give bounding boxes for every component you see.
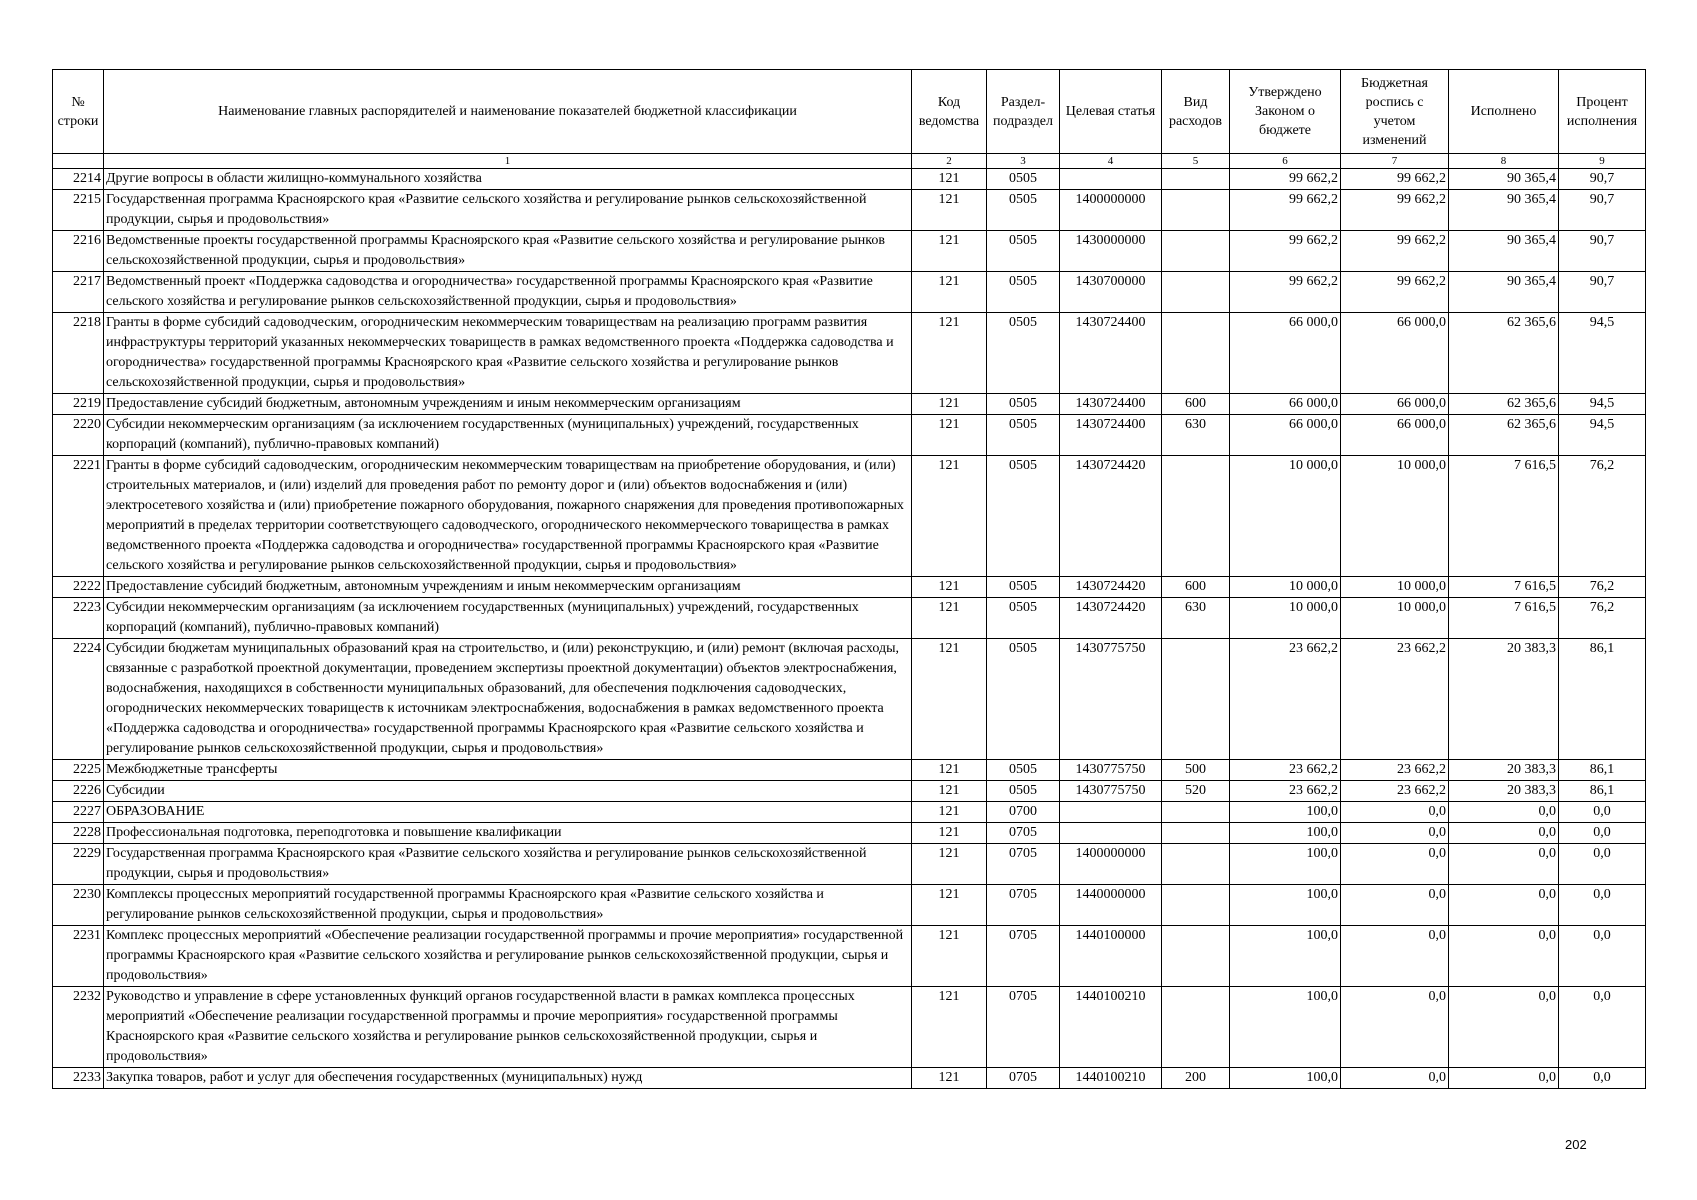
dept-code-cell: 121 (912, 169, 987, 190)
target-cell: 1400000000 (1060, 844, 1162, 885)
row-name-cell: Закупка товаров, работ и услуг для обеспечения государственных (муниципальных) нужд (104, 1068, 912, 1089)
row-number-cell: 2227 (53, 802, 104, 823)
budget-schedule-cell: 10 000,0 (1341, 456, 1449, 577)
budget-schedule-cell: 0,0 (1341, 926, 1449, 987)
budget-schedule-cell: 99 662,2 (1341, 190, 1449, 231)
target-cell: 1430724400 (1060, 313, 1162, 394)
header-budget-schedule: Бюджетная роспись с учетом изменений (1341, 70, 1449, 154)
executed-cell: 0,0 (1449, 1068, 1559, 1089)
target-cell: 1440100210 (1060, 987, 1162, 1068)
row-number-cell: 2228 (53, 823, 104, 844)
header-section: Раздел-подраздел (987, 70, 1060, 154)
row-name-cell: Профессиональная подготовка, переподготовка и повышение квалификации (104, 823, 912, 844)
target-cell: 1430724400 (1060, 394, 1162, 415)
executed-cell: 0,0 (1449, 802, 1559, 823)
section-cell: 0505 (987, 598, 1060, 639)
table-row (53, 844, 1646, 885)
dept-code-cell: 121 (912, 781, 987, 802)
table-row (53, 190, 1646, 231)
row-number-cell: 2216 (53, 231, 104, 272)
row-name-cell: Гранты в форме субсидий садоводческим, огородническим некоммерческим товариществам на приобретение оборудования, и (или) строительных материалов, и (или) изделий для проведения работ по ремонту дорог и (или) объектов водоснабжения и (или) электросетевого хозяйства и (или) приобретение пожарного оборудования, пожарного снаряжения для проведения противопожарных мероприятий в пределах территории соответствующего садоводческого, огороднического некоммерческого товарищества в рамках ведомственного проекта «Поддержка садоводства и огородничества» государственной программы Красноярского края «Развитие сельского хозяйства и регулирование рынков сельскохозяйственной продукции, сырья и продовольствия» (104, 456, 912, 577)
section-cell: 0705 (987, 844, 1060, 885)
table-row (53, 231, 1646, 272)
budget-schedule-cell: 0,0 (1341, 802, 1449, 823)
dept-code-cell: 121 (912, 885, 987, 926)
budget-schedule-cell: 23 662,2 (1341, 781, 1449, 802)
header-number: 1 (104, 154, 912, 169)
header-number: 9 (1559, 154, 1646, 169)
target-cell: 1430724420 (1060, 456, 1162, 577)
row-name-cell: Комплекс процессных мероприятий «Обеспечение реализации государственной программы и прочие мероприятия» государственной программы Красноярского края «Развитие сельского хозяйства и регулирование рынков сельскохозяйственной продукции, сырья и продовольствия» (104, 926, 912, 987)
section-cell: 0505 (987, 760, 1060, 781)
expense-type-cell (1162, 885, 1230, 926)
expense-type-cell (1162, 844, 1230, 885)
row-number-cell: 2215 (53, 190, 104, 231)
table-row (53, 577, 1646, 598)
budget-schedule-cell: 0,0 (1341, 823, 1449, 844)
approved-cell: 100,0 (1230, 823, 1341, 844)
target-cell: 1430700000 (1060, 272, 1162, 313)
executed-cell: 90 365,4 (1449, 231, 1559, 272)
target-cell (1060, 802, 1162, 823)
expense-type-cell (1162, 190, 1230, 231)
approved-cell: 100,0 (1230, 844, 1341, 885)
dept-code-cell: 121 (912, 394, 987, 415)
table-row (53, 272, 1646, 313)
header-executed: Исполнено (1449, 70, 1559, 154)
table-row (53, 987, 1646, 1068)
dept-code-cell: 121 (912, 926, 987, 987)
table-header (53, 70, 1646, 169)
executed-cell: 7 616,5 (1449, 577, 1559, 598)
header-number (53, 154, 104, 169)
row-number-cell: 2220 (53, 415, 104, 456)
budget-schedule-cell: 0,0 (1341, 987, 1449, 1068)
percent-cell: 90,7 (1559, 231, 1646, 272)
executed-cell: 20 383,3 (1449, 781, 1559, 802)
expense-type-cell (1162, 987, 1230, 1068)
approved-cell: 100,0 (1230, 926, 1341, 987)
percent-cell: 0,0 (1559, 844, 1646, 885)
expense-type-cell (1162, 169, 1230, 190)
approved-cell: 100,0 (1230, 885, 1341, 926)
dept-code-cell: 121 (912, 415, 987, 456)
target-cell: 1430775750 (1060, 639, 1162, 760)
dept-code-cell: 121 (912, 1068, 987, 1089)
section-cell: 0505 (987, 190, 1060, 231)
expense-type-cell (1162, 639, 1230, 760)
executed-cell: 90 365,4 (1449, 169, 1559, 190)
row-number-cell: 2233 (53, 1068, 104, 1089)
row-name-cell: Ведомственные проекты государственной программы Красноярского края «Развитие сельского хозяйства и регулирование рынков сельскохозяйственной продукции, сырья и продовольствия» (104, 231, 912, 272)
target-cell: 1430775750 (1060, 781, 1162, 802)
approved-cell: 66 000,0 (1230, 415, 1341, 456)
dept-code-cell: 121 (912, 760, 987, 781)
dept-code-cell: 121 (912, 577, 987, 598)
expense-type-cell: 600 (1162, 394, 1230, 415)
row-name-cell: Предоставление субсидий бюджетным, автономным учреждениям и иным некоммерческим организациям (104, 394, 912, 415)
table-row (53, 598, 1646, 639)
percent-cell: 0,0 (1559, 802, 1646, 823)
budget-schedule-cell: 66 000,0 (1341, 313, 1449, 394)
executed-cell: 20 383,3 (1449, 760, 1559, 781)
row-number-cell: 2226 (53, 781, 104, 802)
budget-schedule-cell: 10 000,0 (1341, 598, 1449, 639)
section-cell: 0705 (987, 823, 1060, 844)
section-cell: 0705 (987, 885, 1060, 926)
row-name-cell: Предоставление субсидий бюджетным, автономным учреждениям и иным некоммерческим организациям (104, 577, 912, 598)
executed-cell: 0,0 (1449, 844, 1559, 885)
budget-schedule-cell: 99 662,2 (1341, 231, 1449, 272)
section-cell: 0505 (987, 781, 1060, 802)
row-number-cell: 2231 (53, 926, 104, 987)
budget-schedule-cell: 0,0 (1341, 844, 1449, 885)
header-number: 7 (1341, 154, 1449, 169)
expense-type-cell (1162, 231, 1230, 272)
target-cell: 1440100000 (1060, 926, 1162, 987)
header-approved: Утверждено Законом о бюджете (1230, 70, 1341, 154)
percent-cell: 0,0 (1559, 1068, 1646, 1089)
expense-type-cell: 630 (1162, 415, 1230, 456)
dept-code-cell: 121 (912, 987, 987, 1068)
budget-schedule-cell: 66 000,0 (1341, 394, 1449, 415)
header-percent: Процент исполнения (1559, 70, 1646, 154)
row-name-cell: Государственная программа Красноярского края «Развитие сельского хозяйства и регулирование рынков сельскохозяйственной продукции, сырья и продовольствия» (104, 844, 912, 885)
percent-cell: 86,1 (1559, 781, 1646, 802)
expense-type-cell (1162, 272, 1230, 313)
approved-cell: 23 662,2 (1230, 760, 1341, 781)
header-number: 3 (987, 154, 1060, 169)
table-body (53, 169, 1646, 1089)
table-row (53, 415, 1646, 456)
executed-cell: 0,0 (1449, 885, 1559, 926)
expense-type-cell (1162, 313, 1230, 394)
section-cell: 0505 (987, 456, 1060, 577)
row-number-cell: 2214 (53, 169, 104, 190)
percent-cell: 94,5 (1559, 313, 1646, 394)
table-row (53, 169, 1646, 190)
executed-cell: 62 365,6 (1449, 394, 1559, 415)
executed-cell: 0,0 (1449, 987, 1559, 1068)
header-number: 6 (1230, 154, 1341, 169)
dept-code-cell: 121 (912, 231, 987, 272)
executed-cell: 0,0 (1449, 926, 1559, 987)
row-number-cell: 2221 (53, 456, 104, 577)
approved-cell: 66 000,0 (1230, 313, 1341, 394)
budget-schedule-cell: 99 662,2 (1341, 169, 1449, 190)
approved-cell: 100,0 (1230, 987, 1341, 1068)
dept-code-cell: 121 (912, 823, 987, 844)
executed-cell: 62 365,6 (1449, 415, 1559, 456)
percent-cell: 0,0 (1559, 885, 1646, 926)
header-target: Целевая статья (1060, 70, 1162, 154)
approved-cell: 99 662,2 (1230, 272, 1341, 313)
target-cell: 1430775750 (1060, 760, 1162, 781)
percent-cell: 76,2 (1559, 598, 1646, 639)
section-cell: 0700 (987, 802, 1060, 823)
header-number: 8 (1449, 154, 1559, 169)
expense-type-cell: 630 (1162, 598, 1230, 639)
target-cell (1060, 823, 1162, 844)
row-name-cell: Руководство и управление в сфере установленных функций органов государственной власти в рамках комплекса процессных мероприятий «Обеспечение реализации государственной программы и прочие мероприятия» государственной программы Красноярского края «Развитие сельского хозяйства и регулирование рынков сельскохозяйственной продукции, сырья и продовольствия» (104, 987, 912, 1068)
dept-code-cell: 121 (912, 598, 987, 639)
section-cell: 0505 (987, 394, 1060, 415)
percent-cell: 76,2 (1559, 577, 1646, 598)
row-name-cell: Субсидии некоммерческим организациям (за исключением государственных (муниципальных) учреждений, государственных корпораций (компаний), публично-правовых компаний) (104, 415, 912, 456)
row-number-cell: 2222 (53, 577, 104, 598)
table-row (53, 394, 1646, 415)
expense-type-cell (1162, 926, 1230, 987)
row-number-cell: 2225 (53, 760, 104, 781)
header-expense-type: Вид расходов (1162, 70, 1230, 154)
header-row-number: № строки (53, 70, 104, 154)
row-name-cell: Субсидии некоммерческим организациям (за исключением государственных (муниципальных) учреждений, государственных корпораций (компаний), публично-правовых компаний) (104, 598, 912, 639)
section-cell: 0705 (987, 987, 1060, 1068)
percent-cell: 90,7 (1559, 272, 1646, 313)
row-number-cell: 2229 (53, 844, 104, 885)
expense-type-cell: 200 (1162, 1068, 1230, 1089)
row-name-cell: ОБРАЗОВАНИЕ (104, 802, 912, 823)
approved-cell: 10 000,0 (1230, 577, 1341, 598)
executed-cell: 7 616,5 (1449, 456, 1559, 577)
budget-table (52, 69, 1646, 1089)
expense-type-cell: 600 (1162, 577, 1230, 598)
expense-type-cell: 520 (1162, 781, 1230, 802)
dept-code-cell: 121 (912, 313, 987, 394)
percent-cell: 94,5 (1559, 394, 1646, 415)
table-row (53, 885, 1646, 926)
target-cell: 1400000000 (1060, 190, 1162, 231)
approved-cell: 100,0 (1230, 802, 1341, 823)
approved-cell: 99 662,2 (1230, 169, 1341, 190)
target-cell (1060, 169, 1162, 190)
budget-schedule-cell: 66 000,0 (1341, 415, 1449, 456)
row-number-cell: 2224 (53, 639, 104, 760)
budget-schedule-cell: 0,0 (1341, 885, 1449, 926)
row-name-cell: Другие вопросы в области жилищно-коммунального хозяйства (104, 169, 912, 190)
header-name: Наименование главных распорядителей и наименование показателей бюджетной классификации (104, 70, 912, 154)
target-cell: 1440000000 (1060, 885, 1162, 926)
section-cell: 0505 (987, 639, 1060, 760)
dept-code-cell: 121 (912, 190, 987, 231)
row-name-cell: Государственная программа Красноярского края «Развитие сельского хозяйства и регулирование рынков сельскохозяйственной продукции, сырья и продовольствия» (104, 190, 912, 231)
executed-cell: 0,0 (1449, 823, 1559, 844)
table-row (53, 781, 1646, 802)
target-cell: 1430724420 (1060, 598, 1162, 639)
row-name-cell: Комплексы процессных мероприятий государственной программы Красноярского края «Развитие сельского хозяйства и регулирование рынков сельскохозяйственной продукции, сырья и продовольствия» (104, 885, 912, 926)
budget-schedule-cell: 23 662,2 (1341, 639, 1449, 760)
executed-cell: 90 365,4 (1449, 272, 1559, 313)
table-row (53, 760, 1646, 781)
row-name-cell: Ведомственный проект «Поддержка садоводства и огородничества» государственной программы Красноярского края «Развитие сельского хозяйства и регулирование рынков сельскохозяйственной продукции, сырья и продовольствия» (104, 272, 912, 313)
row-number-cell: 2223 (53, 598, 104, 639)
table-row (53, 926, 1646, 987)
percent-cell: 0,0 (1559, 823, 1646, 844)
header-number: 4 (1060, 154, 1162, 169)
page-number: 202 (1565, 1137, 1587, 1152)
executed-cell: 90 365,4 (1449, 190, 1559, 231)
table-row (53, 802, 1646, 823)
approved-cell: 66 000,0 (1230, 394, 1341, 415)
section-cell: 0705 (987, 926, 1060, 987)
header-number: 2 (912, 154, 987, 169)
target-cell: 1430724420 (1060, 577, 1162, 598)
target-cell: 1440100210 (1060, 1068, 1162, 1089)
budget-schedule-cell: 23 662,2 (1341, 760, 1449, 781)
budget-schedule-cell: 0,0 (1341, 1068, 1449, 1089)
row-number-cell: 2219 (53, 394, 104, 415)
section-cell: 0505 (987, 313, 1060, 394)
table-row (53, 823, 1646, 844)
executed-cell: 20 383,3 (1449, 639, 1559, 760)
percent-cell: 86,1 (1559, 760, 1646, 781)
dept-code-cell: 121 (912, 802, 987, 823)
budget-schedule-cell: 99 662,2 (1341, 272, 1449, 313)
percent-cell: 90,7 (1559, 169, 1646, 190)
row-number-cell: 2218 (53, 313, 104, 394)
percent-cell: 0,0 (1559, 987, 1646, 1068)
dept-code-cell: 121 (912, 272, 987, 313)
percent-cell: 86,1 (1559, 639, 1646, 760)
expense-type-cell (1162, 823, 1230, 844)
dept-code-cell: 121 (912, 639, 987, 760)
expense-type-cell (1162, 802, 1230, 823)
row-number-cell: 2217 (53, 272, 104, 313)
dept-code-cell: 121 (912, 844, 987, 885)
percent-cell: 90,7 (1559, 190, 1646, 231)
section-cell: 0705 (987, 1068, 1060, 1089)
target-cell: 1430724400 (1060, 415, 1162, 456)
section-cell: 0505 (987, 577, 1060, 598)
dept-code-cell: 121 (912, 456, 987, 577)
percent-cell: 0,0 (1559, 926, 1646, 987)
executed-cell: 62 365,6 (1449, 313, 1559, 394)
table-row (53, 1068, 1646, 1089)
header-number: 5 (1162, 154, 1230, 169)
executed-cell: 7 616,5 (1449, 598, 1559, 639)
table-row (53, 313, 1646, 394)
target-cell: 1430000000 (1060, 231, 1162, 272)
section-cell: 0505 (987, 231, 1060, 272)
table-row (53, 456, 1646, 577)
row-number-cell: 2230 (53, 885, 104, 926)
percent-cell: 94,5 (1559, 415, 1646, 456)
row-name-cell: Субсидии бюджетам муниципальных образований края на строительство, и (или) реконструкцию, и (или) ремонт (включая расходы, связанные с разработкой проектной документации, проведением экспертизы проектной документации) объектов электроснабжения, водоснабжения, находящихся в собственности муниципальных образований, для обеспечения подключения садоводческих, огороднических некоммерческих товариществ к источникам электроснабжения, водоснабжения в рамках ведомственного проекта «Поддержка садоводства и огородничества» государственной программы Красноярского края «Развитие сельского хозяйства и регулирование рынков сельскохозяйственной продукции, сырья и продовольствия» (104, 639, 912, 760)
header-dept-code: Код ведомства (912, 70, 987, 154)
section-cell: 0505 (987, 415, 1060, 456)
row-name-cell: Гранты в форме субсидий садоводческим, огородническим некоммерческим товариществам на реализацию программ развития инфраструктуры территорий указанных некоммерческих товариществ в рамках ведомственного проекта «Поддержка садоводства и огородничества» государственной программы Красноярского края «Развитие сельского хозяйства и регулирование рынков сельскохозяйственной продукции, сырья и продовольствия» (104, 313, 912, 394)
approved-cell: 99 662,2 (1230, 190, 1341, 231)
percent-cell: 76,2 (1559, 456, 1646, 577)
table-row (53, 639, 1646, 760)
expense-type-cell (1162, 456, 1230, 577)
approved-cell: 23 662,2 (1230, 781, 1341, 802)
budget-schedule-cell: 10 000,0 (1341, 577, 1449, 598)
approved-cell: 10 000,0 (1230, 456, 1341, 577)
section-cell: 0505 (987, 169, 1060, 190)
row-number-cell: 2232 (53, 987, 104, 1068)
approved-cell: 23 662,2 (1230, 639, 1341, 760)
row-name-cell: Субсидии (104, 781, 912, 802)
approved-cell: 10 000,0 (1230, 598, 1341, 639)
row-name-cell: Межбюджетные трансферты (104, 760, 912, 781)
expense-type-cell: 500 (1162, 760, 1230, 781)
section-cell: 0505 (987, 272, 1060, 313)
approved-cell: 100,0 (1230, 1068, 1341, 1089)
approved-cell: 99 662,2 (1230, 231, 1341, 272)
